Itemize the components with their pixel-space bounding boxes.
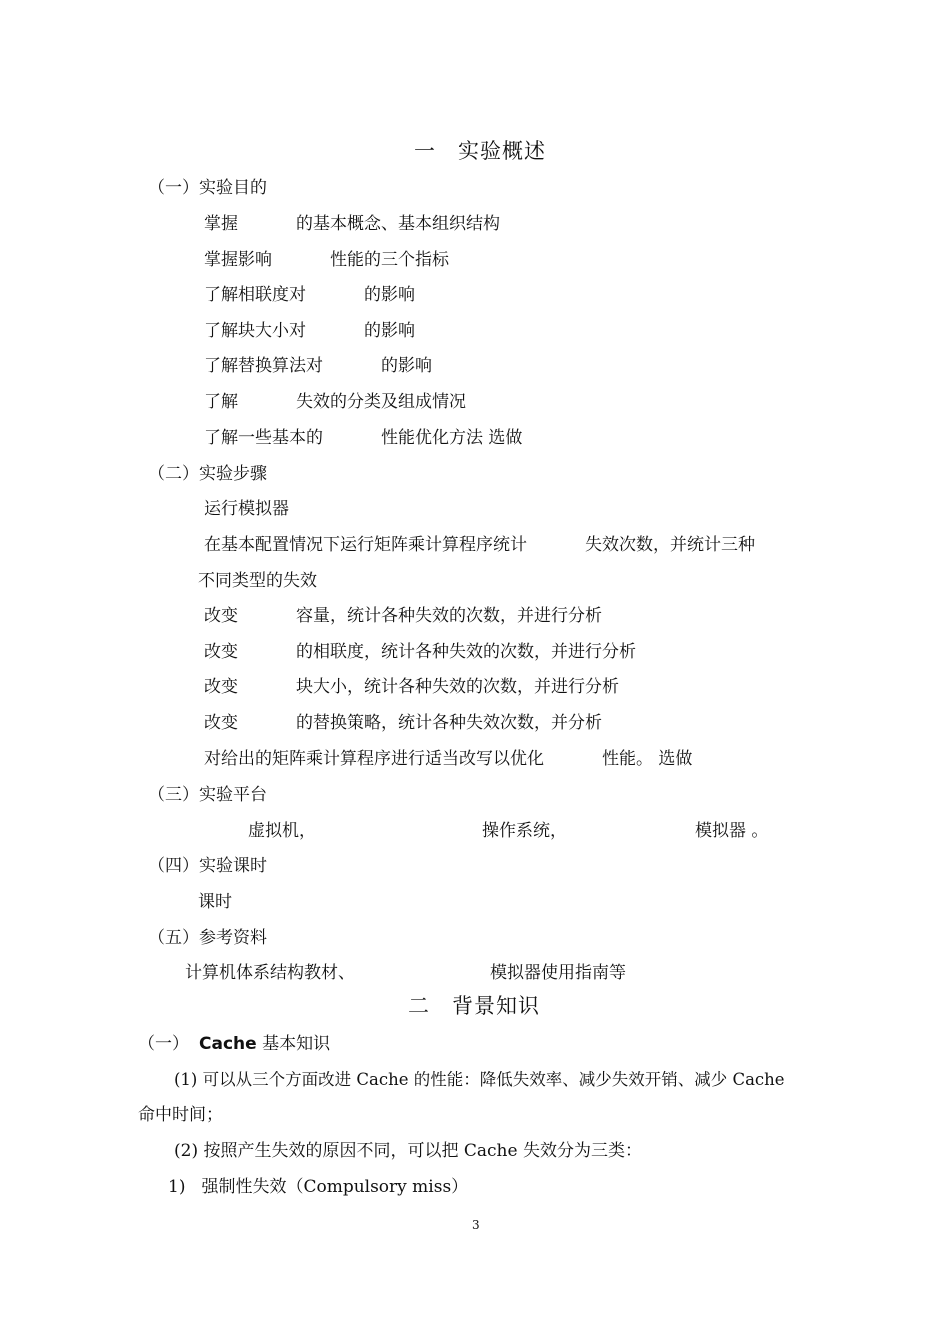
platform-vm: 虚拟机， — [248, 821, 316, 841]
paragraph-1-line-2: 命中时间； — [138, 1105, 223, 1125]
steps-heading: （二）实验步骤 — [148, 464, 267, 484]
purpose-item-3: 了解相联度对 的影响 — [204, 285, 415, 305]
steps-item-2: 在基本配置情况下运行矩阵乘计算程序统计 失效次数，并统计三种 — [204, 535, 755, 555]
paragraph-1-line-1: (1) 可以从三个方面改进 Cache 的性能：降低失效率、减少失效开销、减少 Cache — [174, 1070, 785, 1089]
hours-text: 课时 — [198, 892, 232, 912]
steps-item-6: 改变 的替换策略，统计各种失效次数，并分析 — [204, 713, 602, 733]
refs-textbook: 计算机体系结构教材、 — [185, 963, 355, 983]
steps-item-4: 改变 的相联度，统计各种失效的次数，并进行分析 — [204, 642, 636, 662]
subsection-cache-basics: （一） Cache 基本知识 — [138, 1034, 331, 1054]
platform-heading: （三）实验平台 — [148, 785, 267, 805]
purpose-item-5: 了解替换算法对 的影响 — [204, 356, 432, 376]
section-1-title: 一 实验概述 — [414, 139, 546, 163]
purpose-item-4: 了解块大小对 的影响 — [204, 321, 415, 341]
refs-heading: （五）参考资料 — [148, 928, 267, 948]
refs-guide: 模拟器使用指南等 — [490, 963, 626, 983]
page-number: 3 — [472, 1218, 480, 1232]
steps-item-3: 改变 容量，统计各种失效的次数，并进行分析 — [204, 606, 602, 626]
paragraph-2: (2) 按照产生失效的原因不同，可以把 Cache 失效分为三类： — [174, 1141, 642, 1161]
purpose-item-6: 了解 失效的分类及组成情况 — [204, 392, 466, 412]
hours-heading: （四）实验课时 — [148, 856, 267, 876]
paragraph-3: 1) 强制性失效（Compulsory miss） — [168, 1177, 469, 1197]
section-2-title: 二 背景知识 — [408, 994, 540, 1018]
purpose-heading: （一）实验目的 — [148, 178, 267, 198]
steps-item-7: 对给出的矩阵乘计算程序进行适当改写以优化 性能。 选做 — [204, 749, 693, 769]
platform-simulator: 模拟器 。 — [695, 821, 769, 841]
platform-os: 操作系统， — [482, 821, 567, 841]
steps-item-2-cont: 不同类型的失效 — [198, 571, 317, 591]
purpose-item-1: 掌握 的基本概念、基本组织结构 — [204, 214, 500, 234]
steps-item-1: 运行模拟器 — [204, 499, 289, 519]
steps-item-5: 改变 块大小，统计各种失效的次数，并进行分析 — [204, 677, 619, 697]
purpose-item-2: 掌握影响 性能的三个指标 — [204, 250, 449, 270]
purpose-item-7: 了解一些基本的 性能优化方法 选做 — [204, 428, 523, 448]
